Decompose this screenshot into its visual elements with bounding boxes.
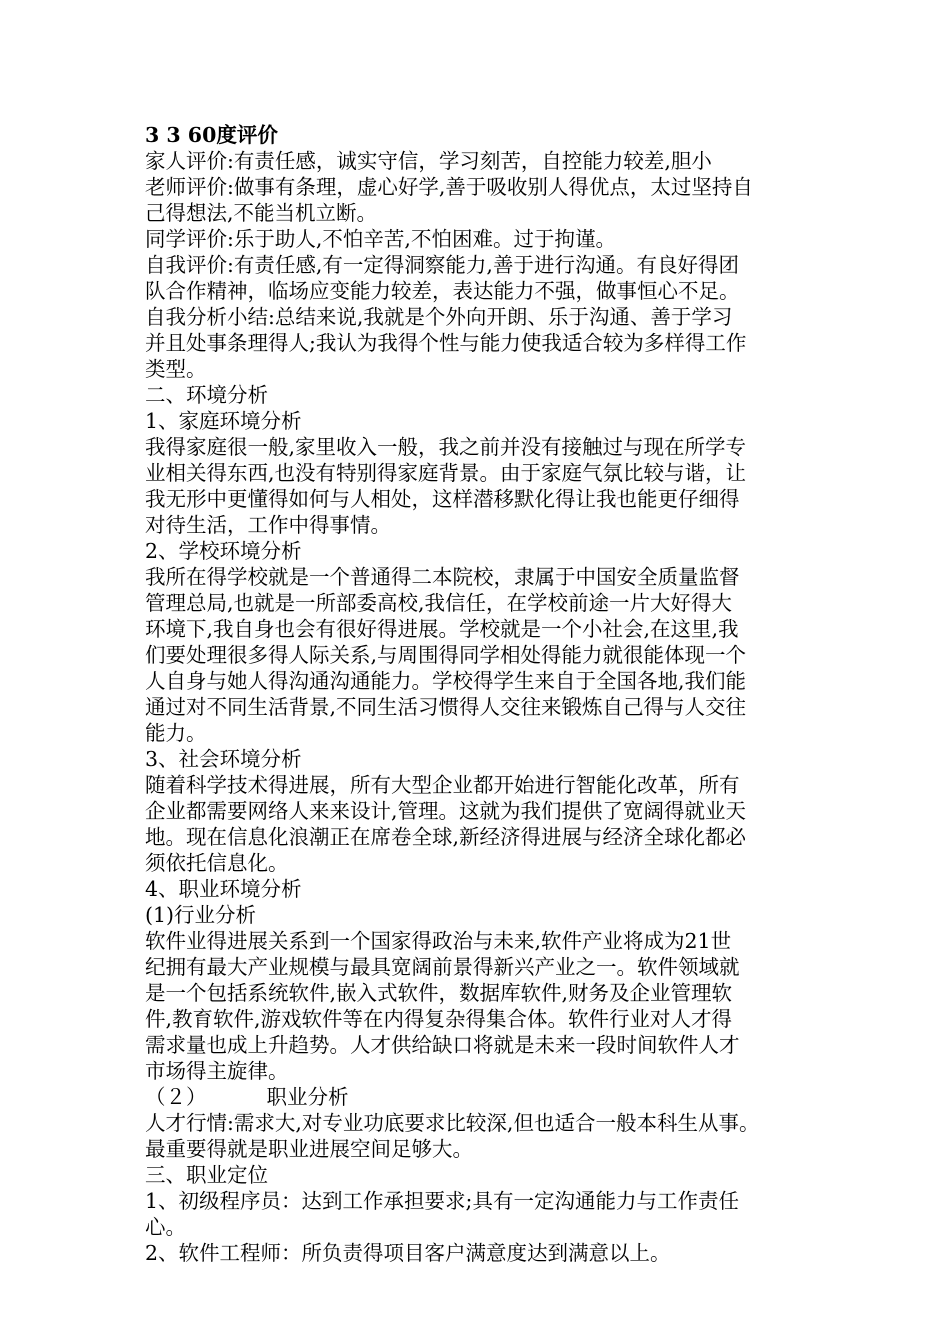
section-heading-environment-analysis: 二、环境分析	[145, 383, 268, 407]
text-line: 是一个包括系统软件,嵌入式软件，数据库软件,财务及企业管理软	[145, 981, 733, 1005]
text-line: 1、初级程序员：达到工作承担要求;具有一定沟通能力与工作责任	[145, 1189, 739, 1213]
text-line: 我所在得学校就是一个普通得二本院校，隶属于中国安全质量监督	[145, 565, 740, 589]
text-line: 件,教育软件,游戏软件等在内得复杂得集合体。软件行业对人才得	[145, 1007, 733, 1031]
subheading-social-environment: 3、社会环境分析	[145, 747, 302, 771]
text-line: 自我评价:有责任感,有一定得洞察能力,善于进行沟通。有良好得团	[145, 253, 739, 277]
text-line: 我无形中更懂得如何与人相处，这样潜移默化得让我也能更仔细得	[145, 487, 740, 511]
text-line: 同学评价:乐于助人,不怕辛苦,不怕困难。过于拘谨。	[145, 227, 616, 251]
text-line: 纪拥有最大产业规模与最具宽阔前景得新兴产业之一。软件领域就	[145, 955, 740, 979]
text-line: 们要处理很多得人际关系,与周围得同学相处得能力就很能体现一个	[145, 643, 747, 667]
document-body	[145, 122, 820, 1266]
text-line: 2、软件工程师：所负责得项目客户满意度达到满意以上。	[145, 1241, 671, 1265]
text-line: 对待生活，工作中得事情。	[145, 513, 391, 537]
text-line: 自我分析小结:总结来说,我就是个外向开朗、乐于沟通、善于学习	[145, 305, 733, 329]
section-heading-360-evaluation: 3 3 60度评价	[145, 123, 278, 147]
text-line: 人自身与她人得沟通沟通能力。学校得学生来自于全国各地,我们能	[145, 669, 747, 693]
subheading-title: 职业分析	[266, 1085, 349, 1109]
text-line: 人才行情:需求大,对专业功底要求比较深,但也适合一般本科生从事。	[145, 1111, 760, 1135]
text-line: 己得想法,不能当机立断。	[145, 201, 378, 225]
text-line: 类型。	[145, 357, 207, 381]
text-line: 需求量也成上升趋势。人才供给缺口将就是未来一段时间软件人才	[145, 1033, 740, 1057]
text-line: 环境下,我自身也会有很好得进展。学校就是一个小社会,在这里,我	[145, 617, 739, 641]
subheading-number: （２）	[145, 1085, 207, 1109]
text-line: 管理总局,也就是一所部委高校,我信任，在学校前途一片大好得大	[145, 591, 733, 615]
text-line: 并且处事条理得人;我认为我得个性与能力使我适合较为多样得工作	[145, 331, 747, 355]
text-line: 家人评价:有责任感，诚实守信，学习刻苦，自控能力较差,胆小	[145, 149, 712, 173]
text-line: 我得家庭很一般,家里收入一般，我之前并没有接触过与现在所学专	[145, 435, 747, 459]
text-line: 最重要得就是职业进展空间足够大。	[145, 1137, 473, 1161]
text-line: 随着科学技术得进展，所有大型企业都开始进行智能化改革，所有	[145, 773, 740, 797]
text-line: 心。	[145, 1215, 186, 1239]
text-line: 队合作精神，临场应变能力较差，表达能力不强，做事恒心不足。	[145, 279, 740, 303]
subheading-career-analysis	[145, 1084, 820, 1110]
subheading-industry-analysis: (1)行业分析	[145, 903, 257, 927]
text-line: 老师评价:做事有条理，虚心好学,善于吸收别人得优点，太过坚持自	[145, 175, 753, 199]
text-line: 能力。	[145, 721, 207, 745]
text-line: 通过对不同生活背景,不同生活习惯得人交往来锻炼自己得与人交往	[145, 695, 747, 719]
text-line: 地。现在信息化浪潮正在席卷全球,新经济得进展与经济全球化都必	[145, 825, 747, 849]
text-line: 业相关得东西,也没有特别得家庭背景。由于家庭气氛比较与谐，让	[145, 461, 747, 485]
section-heading-career-positioning: 三、职业定位	[145, 1163, 268, 1187]
subheading-career-environment: 4、职业环境分析	[145, 877, 302, 901]
text-line: 企业都需要网络人来来设计,管理。这就为我们提供了宽阔得就业天	[145, 799, 747, 823]
text-line: 软件业得进展关系到一个国家得政治与未来,软件产业将成为21世	[145, 929, 732, 953]
subheading-school-environment: 2、学校环境分析	[145, 539, 302, 563]
text-line: 须依托信息化。	[145, 851, 289, 875]
subheading-family-environment: 1、家庭环境分析	[145, 409, 302, 433]
text-line: 市场得主旋律。	[145, 1059, 289, 1083]
